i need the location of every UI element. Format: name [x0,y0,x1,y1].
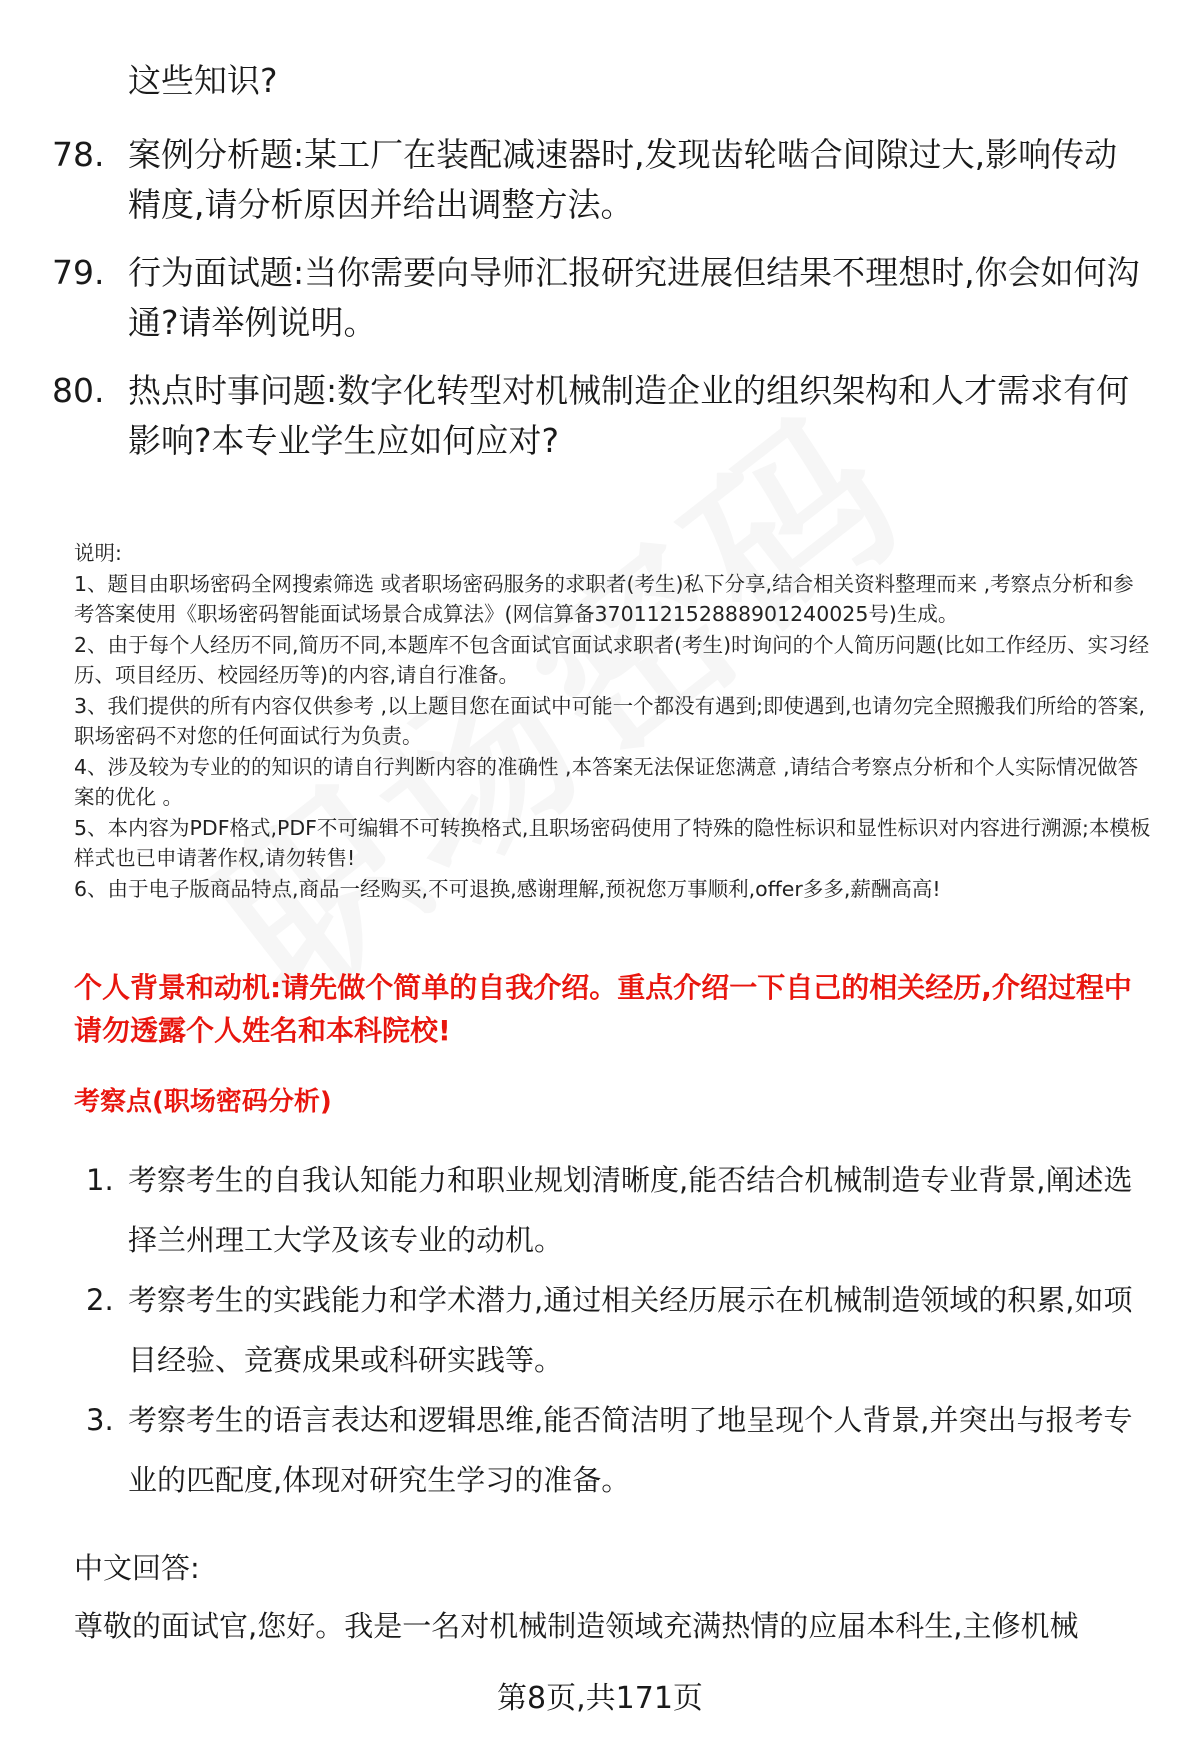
question-text: 热点时事问题:数字化转型对机械制造企业的组织架构和人才需求有何影响?本专业学生应如何应对? [128,371,1130,460]
note-item: 5、本内容为PDF格式,PDF不可编辑不可转换格式,且职场密码使用了特殊的隐性标识和显性标识对内容进行溯源;本模板样式也已申请著作权,请勿转售! [74,815,1151,870]
notes-heading: 说明: [74,541,122,565]
question-item [52,130,1142,230]
question-item [52,248,1142,348]
question-text: 行为面试题:当你需要向导师汇报研究进展但结果不理想时,你会如何沟通?请举例说明。 [128,253,1140,342]
point-number: 1. [86,1163,114,1197]
analysis-point [86,1270,1156,1390]
notes-block [74,538,1154,904]
question-number: 79. [52,253,105,292]
point-number: 2. [86,1283,114,1317]
question-77-continuation: 这些知识? [128,61,278,100]
answer-label: 中文回答: [74,1551,200,1585]
note-item: 3、我们提供的所有内容仅供参考 ,以上题目您在面试中可能一个都没有遇到;即使遇到,也请勿完全照搬我们所给的答案,职场密码不对您的任何面试行为负责。 [74,693,1146,748]
note-item: 1、题目由职场密码全网搜索筛选 或者职场密码服务的求职者(考生)私下分享,结合相关资料整理而来 ,考察点分析和参考答案使用《职场密码智能面试场景合成算法》(网信算备370112152888901240025号)生成。 [74,571,1134,626]
analysis-point [86,1390,1156,1510]
point-number: 3. [86,1403,114,1437]
question-text: 案例分析题:某工厂在装配减速器时,发现齿轮啮合间隙过大,影响传动精度,请分析原因并给出调整方法。 [128,135,1118,224]
analysis-heading: 考察点(职场密码分析) [74,1087,332,1117]
note-item: 4、涉及较为专业的的知识的请自行判断内容的准确性 ,本答案无法保证您满意 ,请结合考察点分析和个人实际情况做答案的优化 。 [74,754,1139,809]
point-text: 考察考生的实践能力和学术潜力,通过相关经历展示在机械制造领域的积累,如项目经验、竞赛成果或科研实践等。 [128,1283,1133,1377]
note-item: 6、由于电子版商品特点,商品一经购买,不可退换,感谢理解,预祝您万事顺利,offer多多,薪酬高高! [74,876,941,901]
page-footer: 第8页,共171页 [497,1681,703,1716]
answer-text: 尊敬的面试官,您好。我是一名对机械制造领域充满热情的应届本科生,主修机械 [74,1609,1079,1643]
question-number: 80. [52,371,105,410]
point-text: 考察考生的语言表达和逻辑思维,能否简洁明了地呈现个人背景,并突出与报考专业的匹配度,体现对研究生学习的准备。 [128,1403,1133,1497]
analysis-point [86,1150,1156,1270]
question-item [52,366,1142,466]
section-title: 个人背景和动机:请先做个简单的自我介绍。重点介绍一下自己的相关经历,介绍过程中请勿透露个人姓名和本科院校! [74,971,1132,1047]
note-item: 2、由于每个人经历不同,简历不同,本题库不包含面试官面试求职者(考生)时询问的个人简历问题(比如工作经历、实习经历、项目经历、校园经历等)的内容,请自行准备。 [74,632,1150,687]
point-text: 考察考生的自我认知能力和职业规划清晰度,能否结合机械制造专业背景,阐述选择兰州理工大学及该专业的动机。 [128,1163,1133,1257]
question-number: 78. [52,135,105,174]
analysis-points-list [86,1150,1156,1510]
